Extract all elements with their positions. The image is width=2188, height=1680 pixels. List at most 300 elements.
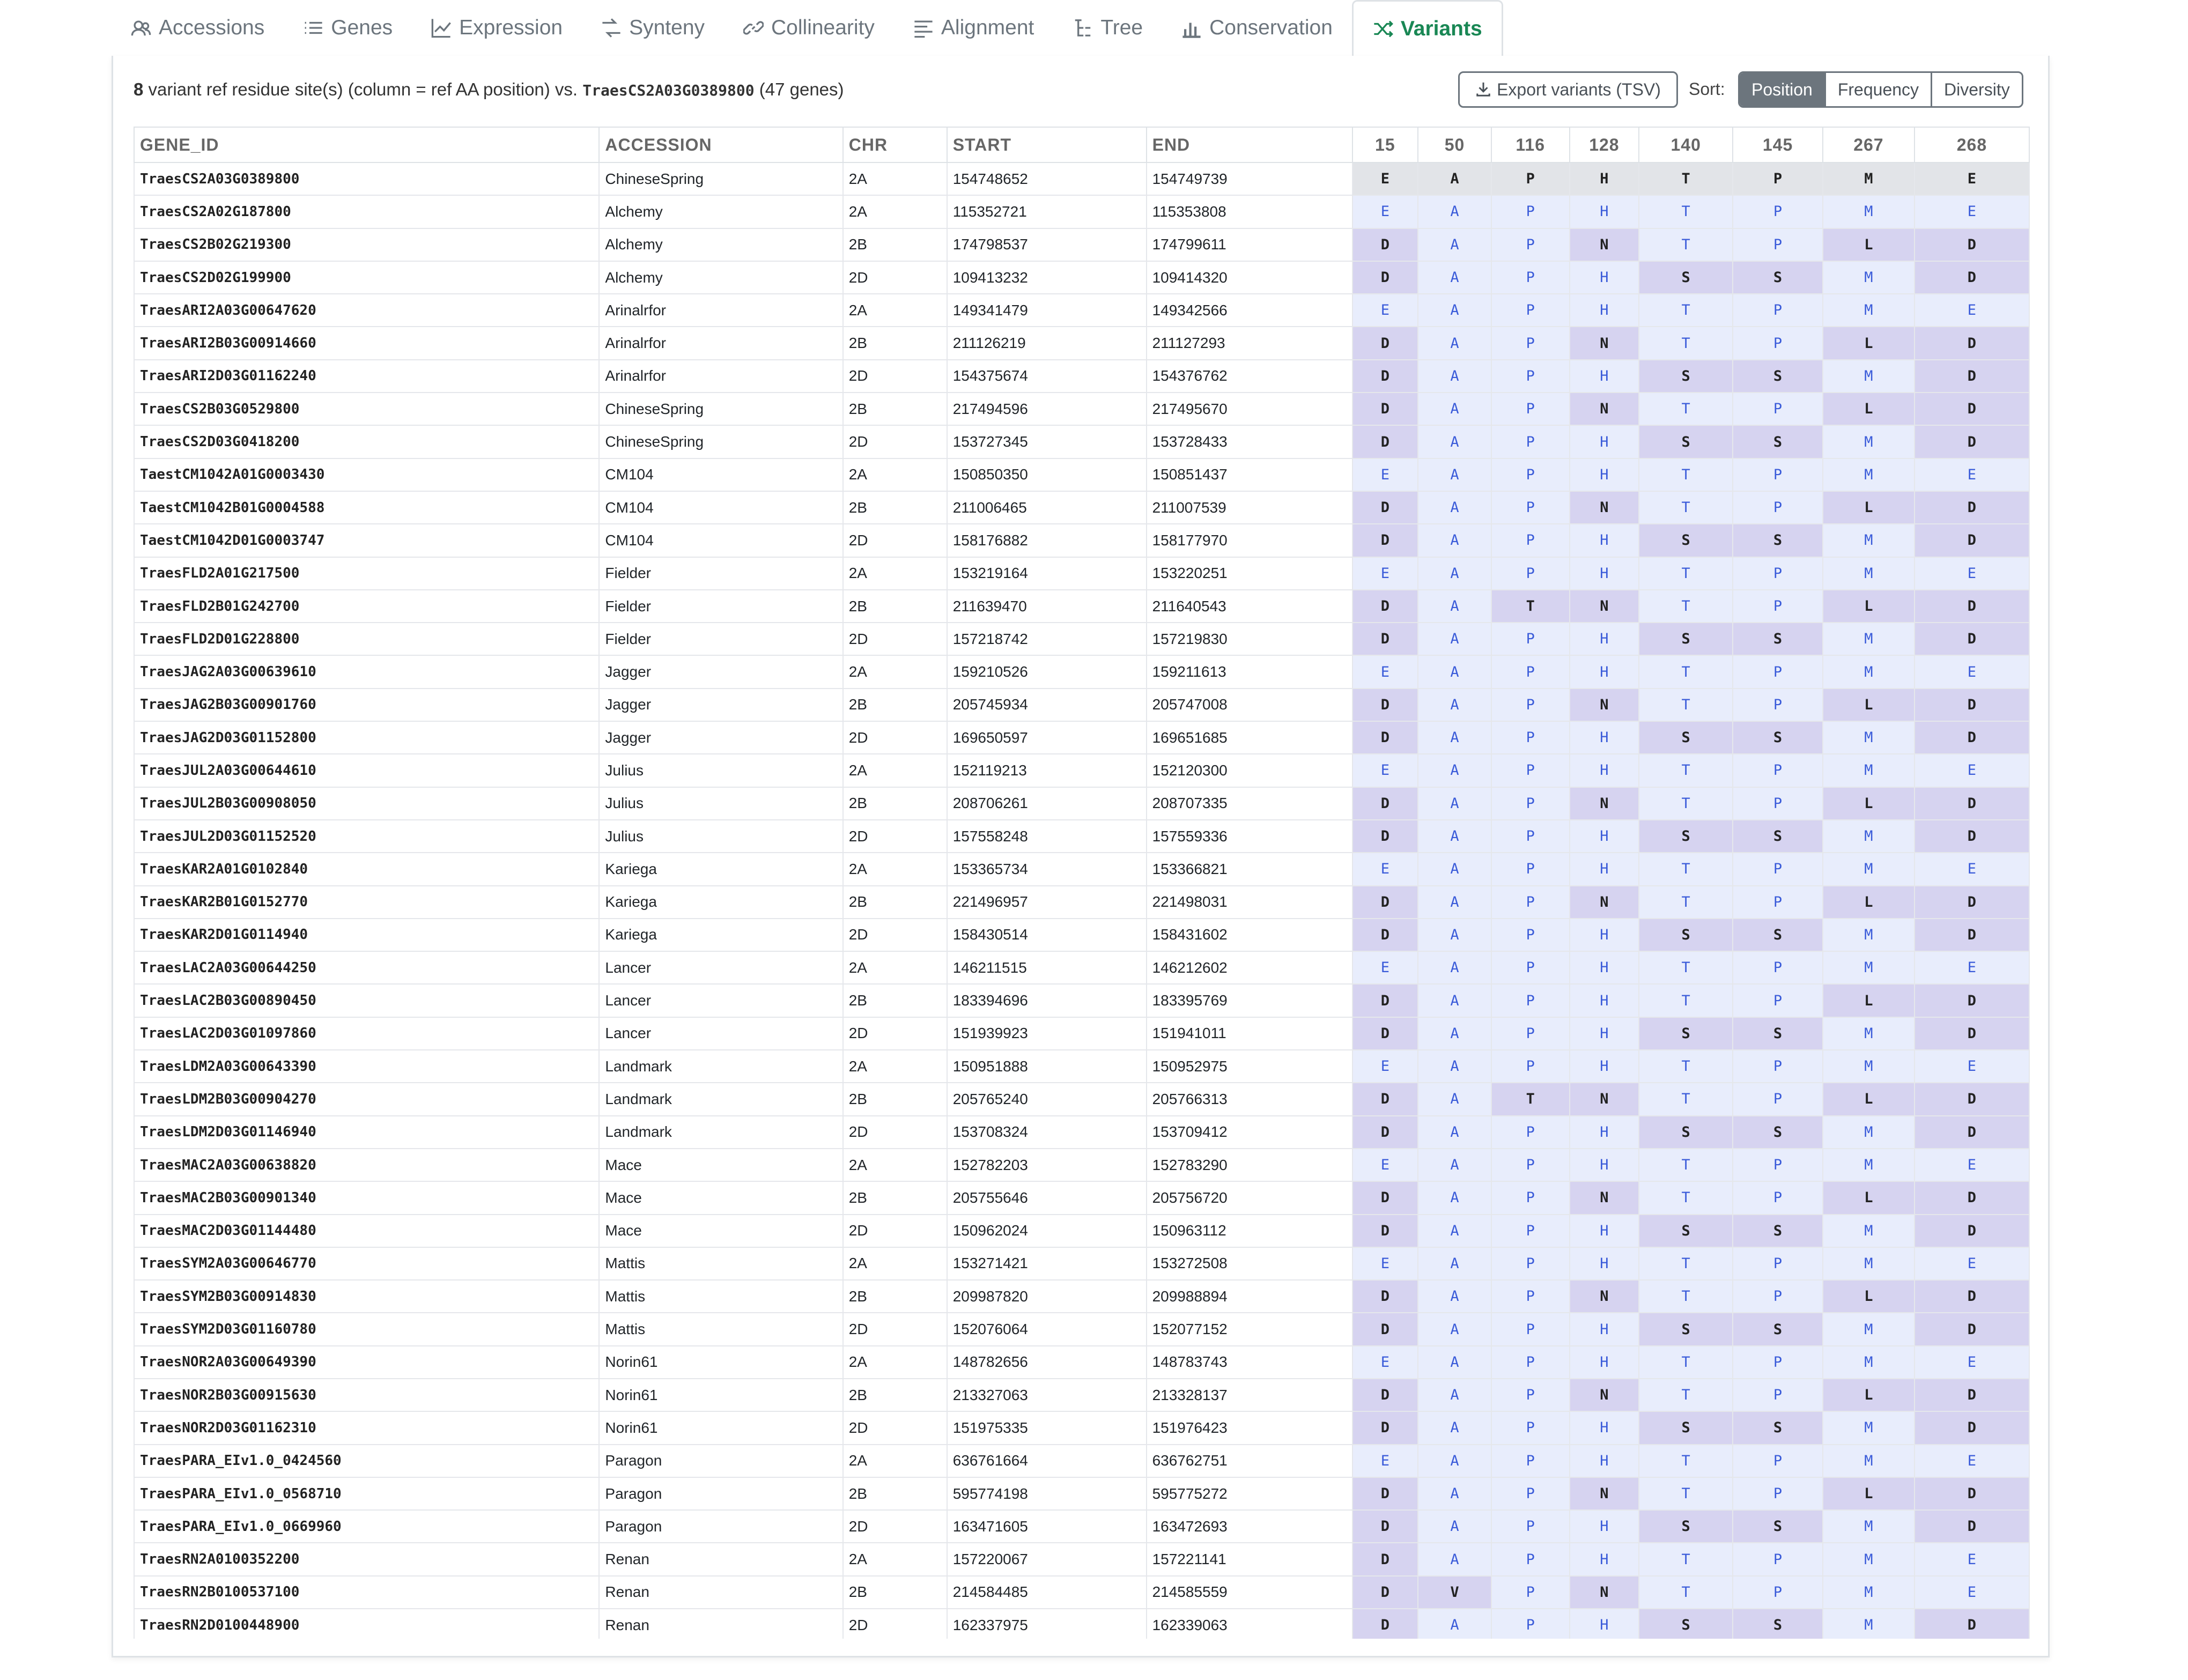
table-row[interactable] <box>134 1083 2029 1115</box>
accession-cell: Kariega <box>599 919 842 951</box>
end-cell: 153366821 <box>1147 853 1352 885</box>
residue-cell: D <box>1914 984 2029 1017</box>
chromosome-cell: 2D <box>843 623 947 655</box>
accession-cell: Jagger <box>599 655 842 688</box>
residue-cell: H <box>1570 1247 1639 1280</box>
residue-cell: S <box>1733 1017 1823 1050</box>
residue-cell: A <box>1418 689 1491 721</box>
residue-cell: L <box>1823 1477 1914 1510</box>
accession-cell: Renan <box>599 1609 842 1639</box>
residue-cell: D <box>1914 590 2029 623</box>
end-cell: 159211613 <box>1147 655 1352 688</box>
residue-cell: P <box>1491 820 1570 853</box>
accession-cell: Landmark <box>599 1116 842 1149</box>
column-header-accession[interactable]: ACCESSION <box>599 127 842 162</box>
residue-cell: P <box>1491 787 1570 820</box>
residue-cell: H <box>1570 1346 1639 1379</box>
chromosome-cell: 2B <box>843 1576 947 1609</box>
chromosome-cell: 2A <box>843 853 947 885</box>
table-row[interactable] <box>134 1379 2029 1411</box>
residue-cell: A <box>1418 1445 1491 1477</box>
accession-cell: Norin61 <box>599 1346 842 1379</box>
residue-cell: H <box>1570 754 1639 787</box>
table-row[interactable] <box>134 1050 2029 1083</box>
end-cell: 154749739 <box>1147 162 1352 195</box>
residue-cell: P <box>1491 1050 1570 1083</box>
residue-cell: D <box>1352 886 1418 919</box>
end-cell: 214585559 <box>1147 1576 1352 1609</box>
gene-id-cell: TraesLAC2D03G01097860 <box>134 1017 599 1050</box>
residue-cell: P <box>1491 984 1570 1017</box>
residue-cell: A <box>1418 557 1491 590</box>
chromosome-cell: 2A <box>843 557 947 590</box>
start-cell: 157220067 <box>947 1543 1147 1575</box>
residue-cell: T <box>1639 1149 1733 1181</box>
tab-label: Conservation <box>1209 16 1333 39</box>
residue-cell: P <box>1491 491 1570 524</box>
residue-cell: S <box>1639 721 1733 754</box>
residue-cell: P <box>1491 360 1570 393</box>
position-header[interactable]: 140 <box>1639 127 1733 162</box>
table-row[interactable] <box>134 195 2029 228</box>
table-row[interactable] <box>134 1280 2029 1313</box>
tab-conservation[interactable] <box>1162 0 1352 56</box>
residue-cell: S <box>1733 1215 1823 1247</box>
end-cell: 209988894 <box>1147 1280 1352 1313</box>
residue-cell: H <box>1570 195 1639 228</box>
end-cell: 595775272 <box>1147 1477 1352 1510</box>
chromosome-cell: 2B <box>843 1477 947 1510</box>
chromosome-cell: 2B <box>843 491 947 524</box>
residue-cell: P <box>1491 655 1570 688</box>
start-cell: 148782656 <box>947 1346 1147 1379</box>
accession-cell: Julius <box>599 787 842 820</box>
residue-cell: A <box>1418 458 1491 491</box>
residue-cell: A <box>1418 919 1491 951</box>
table-row[interactable] <box>134 393 2029 425</box>
residue-cell: D <box>1914 1510 2029 1543</box>
accession-cell: Fielder <box>599 623 842 655</box>
chromosome-cell: 2B <box>843 590 947 623</box>
residue-cell: A <box>1418 360 1491 393</box>
end-cell: 150963112 <box>1147 1215 1352 1247</box>
position-header[interactable]: 128 <box>1570 127 1639 162</box>
start-cell: 157558248 <box>947 820 1147 853</box>
residue-cell: S <box>1733 261 1823 294</box>
residue-cell: P <box>1491 261 1570 294</box>
chromosome-cell: 2A <box>843 1543 947 1575</box>
residue-cell: H <box>1570 721 1639 754</box>
variant-summary <box>134 79 844 100</box>
position-header[interactable]: 268 <box>1914 127 2029 162</box>
residue-cell: A <box>1418 491 1491 524</box>
gene-id-cell: TraesARI2D03G01162240 <box>134 360 599 393</box>
gene-id-cell: TaestCM1042B01G0004588 <box>134 491 599 524</box>
residue-cell: N <box>1570 228 1639 261</box>
sort-frequency-button[interactable]: Frequency <box>1824 73 1931 106</box>
end-cell: 217495670 <box>1147 393 1352 425</box>
residue-cell: P <box>1733 853 1823 885</box>
residue-cell: M <box>1823 1609 1914 1639</box>
table-row[interactable] <box>134 327 2029 359</box>
table-row[interactable] <box>134 1543 2029 1575</box>
residue-cell: P <box>1491 327 1570 359</box>
residue-cell: S <box>1639 1411 1733 1444</box>
residue-cell: S <box>1733 524 1823 557</box>
residue-cell: H <box>1570 1313 1639 1345</box>
table-row[interactable] <box>134 655 2029 688</box>
table-row[interactable] <box>134 623 2029 655</box>
chromosome-cell: 2D <box>843 1116 947 1149</box>
accession-cell: Mattis <box>599 1247 842 1280</box>
start-cell: 174798537 <box>947 228 1147 261</box>
table-row[interactable] <box>134 1510 2029 1543</box>
table-row[interactable] <box>134 689 2029 721</box>
end-cell: 153709412 <box>1147 1116 1352 1149</box>
residue-cell: T <box>1491 590 1570 623</box>
start-cell: 208706261 <box>947 787 1147 820</box>
chromosome-cell: 2B <box>843 228 947 261</box>
gene-id-cell: TraesRN2A0100352200 <box>134 1543 599 1575</box>
table-row[interactable] <box>134 951 2029 984</box>
end-cell: 213328137 <box>1147 1379 1352 1411</box>
residue-cell: M <box>1823 1543 1914 1575</box>
residue-cell: A <box>1418 1050 1491 1083</box>
chromosome-cell: 2D <box>843 1411 947 1444</box>
tab-alignment[interactable] <box>894 0 1053 56</box>
residue-cell: E <box>1914 853 2029 885</box>
accession-cell: Landmark <box>599 1050 842 1083</box>
end-cell: 158177970 <box>1147 524 1352 557</box>
table-row[interactable] <box>134 1609 2029 1639</box>
residue-cell: S <box>1639 1609 1733 1639</box>
position-header[interactable]: 50 <box>1418 127 1491 162</box>
residue-cell: M <box>1823 820 1914 853</box>
residue-cell: M <box>1823 1411 1914 1444</box>
chromosome-cell: 2B <box>843 787 947 820</box>
position-header[interactable]: 145 <box>1733 127 1823 162</box>
residue-cell: P <box>1733 1346 1823 1379</box>
residue-cell: D <box>1352 1181 1418 1214</box>
tab-label: Variants <box>1400 17 1482 40</box>
residue-cell: L <box>1823 689 1914 721</box>
start-cell: 153219164 <box>947 557 1147 590</box>
table-row[interactable] <box>134 1477 2029 1510</box>
table-row[interactable] <box>134 721 2029 754</box>
residue-cell: E <box>1914 458 2029 491</box>
residue-cell: T <box>1639 754 1733 787</box>
residue-cell: P <box>1733 1181 1823 1214</box>
residue-cell: P <box>1491 754 1570 787</box>
residue-cell: H <box>1570 1149 1639 1181</box>
residue-cell: P <box>1491 393 1570 425</box>
residue-cell: S <box>1733 360 1823 393</box>
residue-cell: P <box>1491 623 1570 655</box>
gene-id-cell: TraesARI2A03G00647620 <box>134 294 599 327</box>
start-cell: 115352721 <box>947 195 1147 228</box>
start-cell: 209987820 <box>947 1280 1147 1313</box>
table-row[interactable] <box>134 1313 2029 1345</box>
table-row[interactable] <box>134 294 2029 327</box>
residue-cell: P <box>1733 1149 1823 1181</box>
start-cell: 153727345 <box>947 425 1147 458</box>
table-row[interactable] <box>134 228 2029 261</box>
tab-bar <box>112 0 2050 57</box>
residue-cell: M <box>1823 294 1914 327</box>
start-cell: 213327063 <box>947 1379 1147 1411</box>
column-header-end[interactable]: END <box>1147 127 1352 162</box>
residue-cell: T <box>1639 1576 1733 1609</box>
residue-cell: D <box>1914 1181 2029 1214</box>
residue-cell: S <box>1733 721 1823 754</box>
residue-cell: P <box>1491 1116 1570 1149</box>
residue-cell: E <box>1352 655 1418 688</box>
residue-cell: P <box>1491 1477 1570 1510</box>
residue-cell: E <box>1352 162 1418 195</box>
residue-cell: M <box>1823 1445 1914 1477</box>
table-row[interactable] <box>134 1017 2029 1050</box>
residue-cell: D <box>1352 491 1418 524</box>
residue-cell: D <box>1914 820 2029 853</box>
sort-diversity-button[interactable]: Diversity <box>1931 73 2022 106</box>
table-row[interactable] <box>134 1247 2029 1280</box>
table-row[interactable] <box>134 425 2029 458</box>
table-row[interactable] <box>134 754 2029 787</box>
chromosome-cell: 2D <box>843 425 947 458</box>
gene-id-cell: TaestCM1042A01G0003430 <box>134 458 599 491</box>
residue-cell: A <box>1418 1609 1491 1639</box>
table-row[interactable] <box>134 787 2029 820</box>
table-row[interactable] <box>134 1411 2029 1444</box>
accession-cell: Landmark <box>599 1083 842 1115</box>
table-row[interactable] <box>134 919 2029 951</box>
residue-cell: T <box>1639 590 1733 623</box>
gene-id-cell: TraesCS2B03G0529800 <box>134 393 599 425</box>
tab-label: Accessions <box>159 16 265 39</box>
chromosome-cell: 2A <box>843 1445 947 1477</box>
table-row[interactable] <box>134 557 2029 590</box>
download-icon <box>1475 82 1491 98</box>
accession-cell: Paragon <box>599 1477 842 1510</box>
start-cell: 153271421 <box>947 1247 1147 1280</box>
residue-cell: A <box>1418 1346 1491 1379</box>
residue-cell: T <box>1639 327 1733 359</box>
residue-cell: D <box>1914 1411 2029 1444</box>
accession-cell: Renan <box>599 1576 842 1609</box>
start-cell: 146211515 <box>947 951 1147 984</box>
end-cell: 146212602 <box>1147 951 1352 984</box>
residue-cell: D <box>1352 1576 1418 1609</box>
residue-cell: H <box>1570 951 1639 984</box>
tab-label: Alignment <box>941 16 1034 39</box>
gene-id-cell: TraesLDM2A03G00643390 <box>134 1050 599 1083</box>
residue-cell: P <box>1733 1280 1823 1313</box>
table-row[interactable] <box>134 458 2029 491</box>
chromosome-cell: 2B <box>843 984 947 1017</box>
link-icon <box>743 18 764 38</box>
sort-position-button[interactable]: Position <box>1740 73 1824 106</box>
gene-id-cell: TraesJAG2A03G00639610 <box>134 655 599 688</box>
tab-synteny[interactable] <box>582 0 724 56</box>
end-cell: 211007539 <box>1147 491 1352 524</box>
gene-id-cell: TraesNOR2A03G00649390 <box>134 1346 599 1379</box>
residue-cell: H <box>1570 1116 1639 1149</box>
residue-cell: A <box>1418 195 1491 228</box>
residue-cell: E <box>1914 1149 2029 1181</box>
end-cell: 153272508 <box>1147 1247 1352 1280</box>
tab-variants[interactable] <box>1352 0 1503 57</box>
residue-cell: A <box>1418 590 1491 623</box>
residue-cell: E <box>1352 951 1418 984</box>
start-cell: 205765240 <box>947 1083 1147 1115</box>
gene-id-cell: TraesSYM2D03G01160780 <box>134 1313 599 1345</box>
chromosome-cell: 2B <box>843 886 947 919</box>
accession-cell: Lancer <box>599 951 842 984</box>
accession-cell: Arinalrfor <box>599 360 842 393</box>
residue-cell: M <box>1823 655 1914 688</box>
residue-cell: N <box>1570 1477 1639 1510</box>
table-row[interactable] <box>134 491 2029 524</box>
chromosome-cell: 2D <box>843 1017 947 1050</box>
residue-cell: D <box>1914 1083 2029 1115</box>
residue-cell: M <box>1823 1215 1914 1247</box>
residue-cell: T <box>1639 557 1733 590</box>
reference-row[interactable] <box>134 162 2029 195</box>
residue-cell: P <box>1733 1050 1823 1083</box>
accession-cell: Mace <box>599 1181 842 1214</box>
residue-cell: E <box>1914 655 2029 688</box>
residue-cell: H <box>1570 360 1639 393</box>
end-cell: 205747008 <box>1147 689 1352 721</box>
tab-expression[interactable] <box>412 0 582 56</box>
table-row[interactable] <box>134 1346 2029 1379</box>
gene-id-cell: TraesJUL2A03G00644610 <box>134 754 599 787</box>
residue-cell: D <box>1352 1116 1418 1149</box>
table-row[interactable] <box>134 853 2029 885</box>
chromosome-cell: 2A <box>843 1247 947 1280</box>
start-cell: 150850350 <box>947 458 1147 491</box>
end-cell: 174799611 <box>1147 228 1352 261</box>
residue-cell: L <box>1823 1379 1914 1411</box>
table-row[interactable] <box>134 820 2029 853</box>
residue-cell: T <box>1639 787 1733 820</box>
residue-cell: N <box>1570 327 1639 359</box>
residue-cell: A <box>1418 820 1491 853</box>
accession-cell: ChineseSpring <box>599 162 842 195</box>
residue-cell: D <box>1914 623 2029 655</box>
residue-cell: P <box>1491 1609 1570 1639</box>
gene-id-cell: TraesARI2B03G00914660 <box>134 327 599 359</box>
position-header[interactable]: 116 <box>1491 127 1570 162</box>
residue-cell: S <box>1639 261 1733 294</box>
residue-cell: A <box>1418 1215 1491 1247</box>
residue-cell: D <box>1914 886 2029 919</box>
end-cell: 183395769 <box>1147 984 1352 1017</box>
end-cell: 157221141 <box>1147 1543 1352 1575</box>
residue-cell: S <box>1733 1411 1823 1444</box>
chromosome-cell: 2A <box>843 951 947 984</box>
column-header-start[interactable]: START <box>947 127 1147 162</box>
table-row[interactable] <box>134 1576 2029 1609</box>
table-row[interactable] <box>134 1149 2029 1181</box>
tab-collinearity[interactable] <box>724 0 894 56</box>
end-cell: 163472693 <box>1147 1510 1352 1543</box>
table-row[interactable] <box>134 524 2029 557</box>
residue-cell: N <box>1570 393 1639 425</box>
residue-cell: S <box>1639 919 1733 951</box>
table-row[interactable] <box>134 886 2029 919</box>
residue-cell: A <box>1418 1116 1491 1149</box>
table-row[interactable] <box>134 984 2029 1017</box>
variants-table-container[interactable] <box>134 127 2030 1639</box>
residue-cell: S <box>1733 820 1823 853</box>
chromosome-cell: 2A <box>843 1050 947 1083</box>
end-cell: 153220251 <box>1147 557 1352 590</box>
residue-cell: T <box>1639 294 1733 327</box>
residue-cell: A <box>1418 261 1491 294</box>
accession-cell: Lancer <box>599 1017 842 1050</box>
chromosome-cell: 2D <box>843 721 947 754</box>
table-row[interactable] <box>134 590 2029 623</box>
residue-cell: M <box>1823 425 1914 458</box>
users-icon <box>131 18 151 38</box>
tab-label: Collinearity <box>771 16 875 39</box>
residue-cell: D <box>1914 228 2029 261</box>
table-row[interactable] <box>134 1181 2029 1214</box>
export-variants-button[interactable] <box>1458 71 1678 108</box>
residue-cell: D <box>1352 524 1418 557</box>
residue-cell: D <box>1914 1313 2029 1345</box>
table-row[interactable] <box>134 261 2029 294</box>
residue-cell: N <box>1570 1280 1639 1313</box>
residue-cell: P <box>1491 1017 1570 1050</box>
residue-cell: D <box>1914 524 2029 557</box>
position-header[interactable]: 267 <box>1823 127 1914 162</box>
chromosome-cell: 2A <box>843 655 947 688</box>
residue-cell: H <box>1570 655 1639 688</box>
table-row[interactable] <box>134 1445 2029 1477</box>
chromosome-cell: 2A <box>843 195 947 228</box>
residue-cell: M <box>1823 524 1914 557</box>
tab-accessions[interactable] <box>112 0 284 56</box>
residue-cell: T <box>1639 162 1733 195</box>
accession-cell: CM104 <box>599 524 842 557</box>
gene-id-cell: TraesCS2D03G0418200 <box>134 425 599 458</box>
shuffle-icon <box>1373 19 1393 39</box>
column-header-gene-id[interactable]: GENE_ID <box>134 127 599 162</box>
end-cell: 115353808 <box>1147 195 1352 228</box>
chromosome-cell: 2B <box>843 1083 947 1115</box>
end-cell: 636762751 <box>1147 1445 1352 1477</box>
residue-cell: E <box>1352 1346 1418 1379</box>
position-header[interactable]: 15 <box>1352 127 1418 162</box>
residue-cell: A <box>1418 327 1491 359</box>
residue-cell: P <box>1491 1149 1570 1181</box>
table-row[interactable] <box>134 1215 2029 1247</box>
start-cell: 211639470 <box>947 590 1147 623</box>
table-row[interactable] <box>134 1116 2029 1149</box>
column-header-chr[interactable]: CHR <box>843 127 947 162</box>
table-row[interactable] <box>134 360 2029 393</box>
chromosome-cell: 2A <box>843 458 947 491</box>
residue-cell: S <box>1733 1313 1823 1345</box>
end-cell: 151976423 <box>1147 1411 1352 1444</box>
tab-genes[interactable] <box>284 0 412 56</box>
end-cell: 205756720 <box>1147 1181 1352 1214</box>
residue-cell: D <box>1914 919 2029 951</box>
gene-id-cell: TraesNOR2B03G00915630 <box>134 1379 599 1411</box>
tab-tree[interactable] <box>1053 0 1162 56</box>
